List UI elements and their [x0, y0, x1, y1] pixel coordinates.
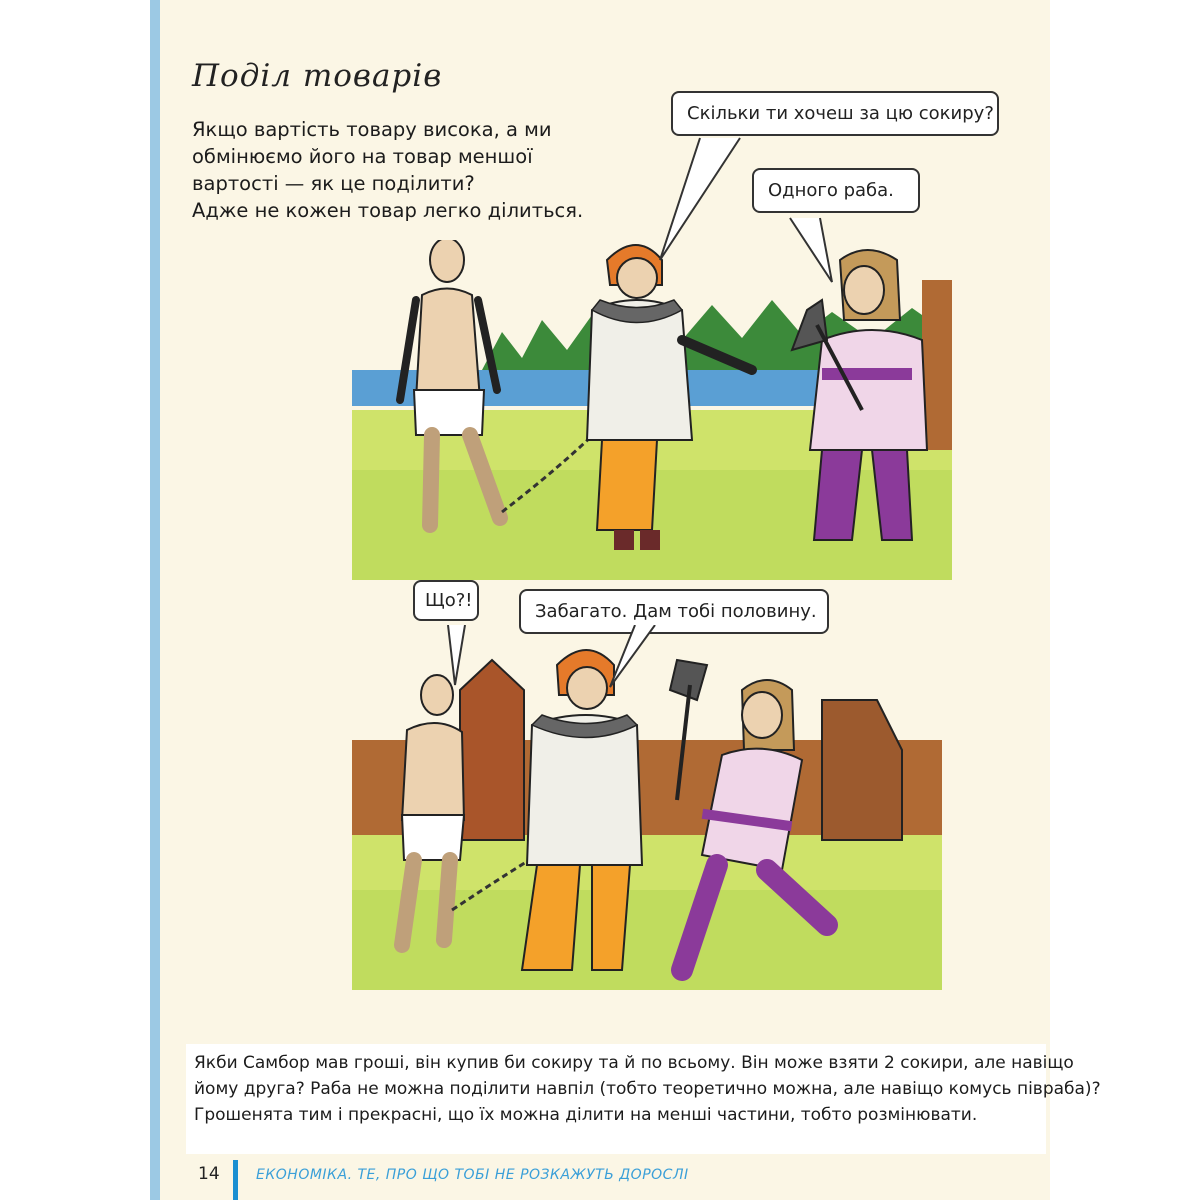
- page-title: Поділ товарів: [192, 58, 443, 94]
- intro-line: обмінюємо його на товар меншої: [192, 145, 533, 168]
- axe-blade-icon: [792, 300, 827, 350]
- caption-line: йому друга? Раба не можна поділити навпіл (тобто теоретично можна, але навіщо комусь півраба)?: [194, 1079, 1101, 1099]
- page-number: 14: [198, 1164, 220, 1184]
- speech-bubble-seller-price: Одного раба.: [752, 168, 920, 213]
- bubble-tails-panel-1: [600, 130, 900, 290]
- illustration-panel-1: [352, 240, 952, 580]
- caption-line: Грошенята тим і прекрасні, що їх можна ділити на менші частини, тобто розмінювати.: [194, 1105, 978, 1125]
- wooden-house: [822, 700, 902, 840]
- page-edge-stripe: [150, 0, 160, 1200]
- intro-line: Адже не кожен товар легко ділиться.: [192, 199, 584, 222]
- caption-line: Якби Самбор мав гроші, він купив би сокиру та й по всьому. Він може взяти 2 сокири, але навіщо: [194, 1053, 1074, 1073]
- caption-text-box: [186, 1044, 1101, 1154]
- intro-line: Якщо вартість товару висока, а ми: [192, 118, 552, 141]
- intro-line: вартості — як це поділити?: [192, 172, 475, 195]
- bubble-tails-panel-2: [430, 625, 670, 695]
- intro-text: [192, 116, 612, 224]
- running-footer-title: ЕКОНОМІКА. ТЕ, ПРО ЩО ТОБІ НЕ РОЗКАЖУТЬ ДОРОСЛІ: [256, 1167, 689, 1183]
- speech-bubble-slave-exclaim: Що?!: [413, 580, 479, 621]
- footer-divider: [233, 1160, 238, 1200]
- speech-bubble-buyer-offer: Забагато. Дам тобі половину.: [519, 589, 829, 634]
- speech-bubble-buyer-question: Скільки ти хочеш за цю сокиру?: [671, 91, 999, 136]
